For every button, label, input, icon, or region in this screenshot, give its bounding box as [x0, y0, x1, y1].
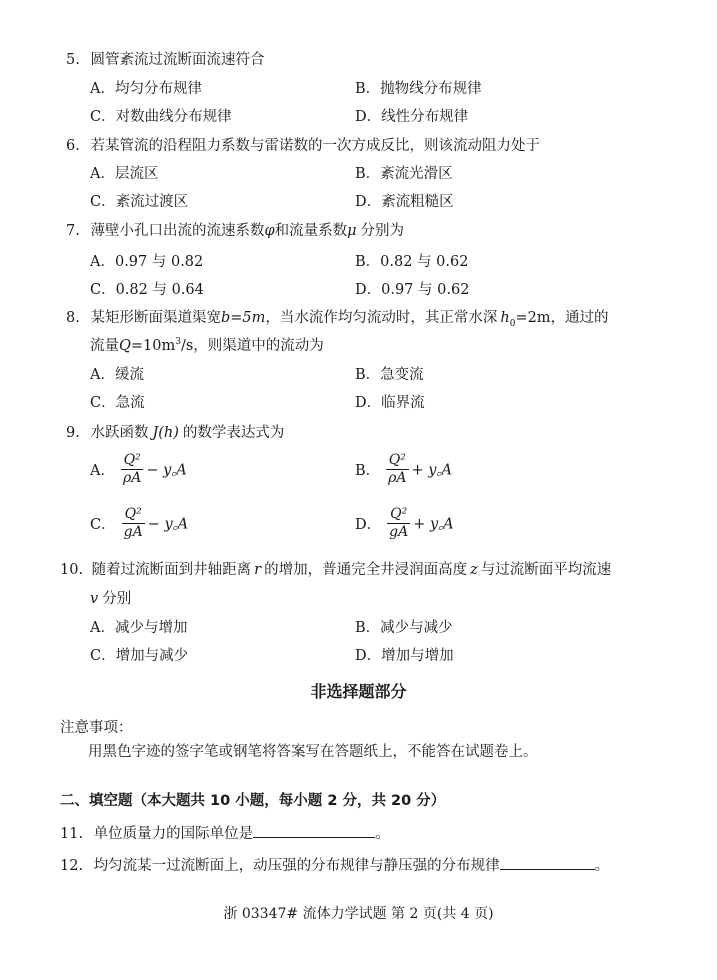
- option-5b: B．抛物线分布规律: [355, 81, 482, 97]
- question-end: 。: [375, 826, 390, 842]
- depth-subscript: 0: [509, 318, 516, 329]
- numerator: Q²: [387, 506, 410, 524]
- fraction: [122, 506, 145, 541]
- fraction: [386, 452, 408, 487]
- option-7c: C．0.82 与 0.64: [90, 282, 204, 298]
- option-7b: B．0.82 与 0.62: [355, 254, 469, 270]
- depth-symbol: h: [500, 310, 510, 326]
- question-number: 10.: [60, 562, 84, 578]
- question-5: [66, 48, 264, 69]
- question-text-post: 分别为: [360, 223, 405, 239]
- question-10: [60, 558, 611, 579]
- question-text-pre: 随着过流断面到井轴距离: [91, 562, 252, 578]
- option-8c: C．急流: [90, 395, 145, 411]
- question-text-mid: 和流量系数: [274, 223, 348, 239]
- fraction: [387, 506, 410, 541]
- option-8b: B．急变流: [355, 367, 424, 383]
- notice-text: 用黑色字迹的签字笔或钢笔将答案写在答题纸上，不能答在试题卷上。: [88, 744, 538, 760]
- question-text-line2: 分别: [102, 591, 132, 607]
- question-8-line2: [90, 334, 324, 355]
- height-symbol: z: [470, 562, 478, 578]
- question-number: 12.: [60, 858, 84, 874]
- option-tail: + y꜀A: [411, 462, 452, 479]
- notice-title: 注意事项：: [60, 720, 133, 736]
- question-text: 单位质量力的国际单位是: [93, 826, 254, 842]
- discharge-symbol: Q: [119, 338, 131, 354]
- question-number: 7.: [66, 223, 80, 239]
- denominator: ρA: [388, 470, 407, 486]
- denominator: gA: [123, 524, 143, 540]
- option-9a: [90, 452, 187, 487]
- option-tail: − y꜀A: [146, 462, 187, 479]
- option-5d: D．线性分布规律: [355, 109, 469, 125]
- radius-symbol: r: [254, 562, 262, 578]
- numerator: Q²: [386, 452, 408, 470]
- part2-title: 二、填空题（本大题共 10 小题，每小题 2 分，共 20 分）: [60, 793, 446, 809]
- discharge-exponent: 3: [175, 337, 181, 348]
- option-6c: C．紊流过渡区: [90, 194, 189, 210]
- question-number: 6.: [66, 138, 80, 154]
- question-text-line2: 流量: [90, 338, 119, 354]
- question-8: [66, 306, 609, 329]
- question-text: 圆管紊流过流断面流速符合: [90, 52, 265, 68]
- option-6a: A．层流区: [90, 166, 159, 182]
- question-text-pre: 某矩形断面渠道渠宽: [90, 310, 221, 326]
- option-10c: C．增加与减少: [90, 648, 189, 664]
- question-text-pre: 薄壁小孔口出流的流速系数: [90, 223, 265, 239]
- velocity-coefficient-symbol: φ: [264, 223, 275, 239]
- option-10b: B．减少与减少: [355, 620, 453, 636]
- question-number: 9.: [66, 425, 80, 441]
- discharge-value: =10m: [130, 338, 176, 354]
- option-7a: A．0.97 与 0.82: [90, 254, 204, 270]
- section-title: 非选择题部分: [310, 682, 407, 701]
- depth-value: =2m，通过的: [515, 310, 609, 326]
- option-6d: D．紊流粗糙区: [355, 194, 454, 210]
- fraction: [121, 452, 143, 487]
- discharge-unit: /s，则渠道中的流动为: [180, 338, 324, 354]
- question-number: 11.: [60, 826, 84, 842]
- velocity-symbol: v: [90, 591, 99, 607]
- option-5a: A．均匀分布规律: [90, 81, 202, 97]
- numerator: Q²: [121, 452, 143, 470]
- denominator: ρA: [122, 470, 142, 486]
- option-9b: [355, 452, 452, 487]
- question-9: [66, 421, 284, 442]
- option-tail: − y꜀A: [147, 516, 189, 533]
- question-11: [60, 822, 390, 843]
- question-number: 5.: [66, 52, 80, 68]
- page-footer: 浙 03347# 流体力学试题 第 2 页(共 4 页): [223, 906, 494, 922]
- hydraulic-jump-function: J(h): [152, 425, 179, 441]
- question-text-mid: 的增加，普通完全井浸润面高度: [264, 562, 468, 578]
- option-6b: B．紊流光滑区: [355, 166, 453, 182]
- option-label: C．: [90, 517, 116, 533]
- question-10-line2: [90, 587, 131, 608]
- option-tail: + y꜀A: [413, 516, 454, 533]
- question-text: 若某管流的沿程阻力系数与雷诺数的一次方成反比，则该流动阻力处于: [90, 138, 540, 154]
- question-text-pre: 水跃函数: [90, 425, 149, 441]
- option-label: D．: [355, 517, 382, 533]
- question-text-post: 与过流断面平均流速: [480, 562, 612, 578]
- option-5c: C．对数曲线分布规律: [90, 109, 232, 125]
- option-label: B．: [355, 463, 381, 479]
- question-text-mid: ，当水流作均匀流动时，其正常水深: [265, 310, 498, 326]
- discharge-coefficient-symbol: μ: [347, 223, 357, 239]
- option-9d: [355, 506, 454, 541]
- option-8a: A．缓流: [90, 367, 144, 383]
- numerator: Q²: [122, 506, 145, 524]
- answer-blank: [253, 823, 375, 838]
- option-10a: A．减少与增加: [90, 620, 188, 636]
- option-8d: D．临界流: [355, 395, 425, 411]
- option-10d: D．增加与增加: [355, 648, 454, 664]
- option-label: A．: [90, 463, 115, 479]
- question-text: 均匀流某一过流断面上，动压强的分布规律与静压强的分布规律: [93, 858, 500, 874]
- question-7: [66, 219, 404, 240]
- denominator: gA: [389, 524, 409, 540]
- channel-width: b=5m: [220, 310, 266, 326]
- question-number: 8.: [66, 310, 80, 326]
- question-12: [60, 854, 609, 875]
- answer-blank: [500, 855, 595, 870]
- question-text-post: 的数学表达式为: [182, 425, 285, 441]
- question-end: 。: [594, 858, 610, 874]
- question-6: [66, 134, 540, 155]
- option-7d: D．0.97 与 0.62: [355, 282, 470, 298]
- option-9c: [90, 506, 188, 541]
